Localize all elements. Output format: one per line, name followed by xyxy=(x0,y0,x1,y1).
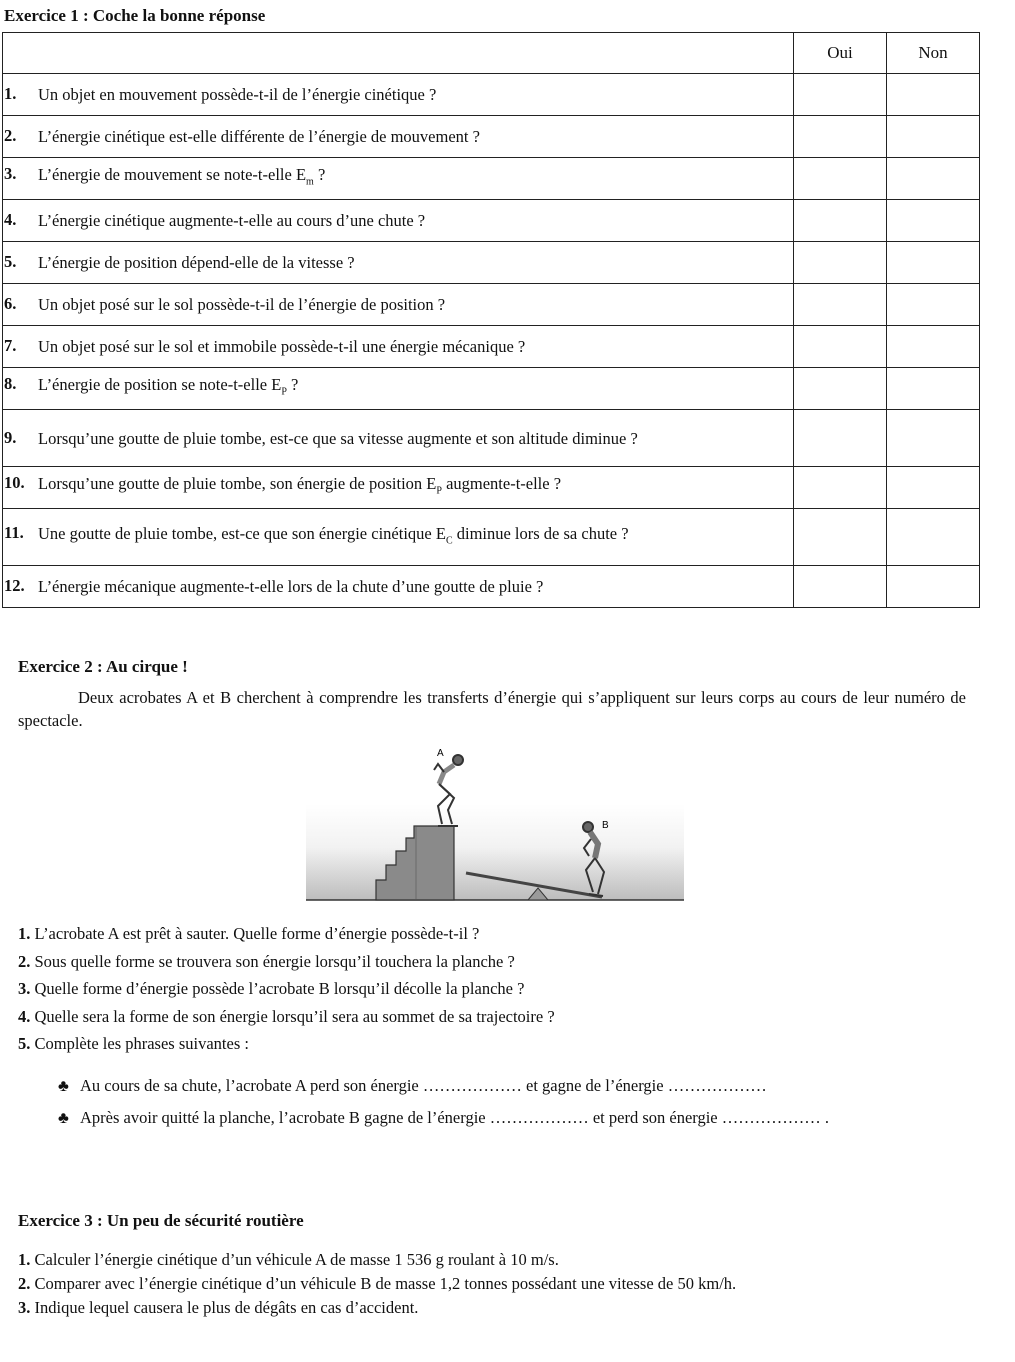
question-number: 10. xyxy=(4,473,25,493)
question-number: 3. xyxy=(18,979,31,998)
question-number: 3. xyxy=(4,164,17,184)
question-number: 6. xyxy=(4,294,17,313)
question-row xyxy=(3,368,980,410)
non-checkbox-cell[interactable] xyxy=(887,467,980,509)
fill-in-sentence xyxy=(18,1104,966,1132)
non-checkbox-cell[interactable] xyxy=(887,116,980,158)
question-text: Comparer avec l’énergie cinétique d’un véhicule B de masse 1,2 tonnes possédant une vitesse de 50 km/h. xyxy=(30,1274,737,1293)
question-item xyxy=(18,1272,736,1296)
question-cell xyxy=(3,242,794,284)
non-checkbox-cell[interactable] xyxy=(887,509,980,566)
question-text: Un objet posé sur le sol possède-t-il de l’énergie de position ? xyxy=(38,295,446,314)
oui-checkbox-cell[interactable] xyxy=(794,74,887,116)
subscript: P xyxy=(436,485,442,497)
question-row xyxy=(3,410,980,467)
oui-checkbox-cell[interactable] xyxy=(794,368,887,410)
oui-checkbox-cell[interactable] xyxy=(794,200,887,242)
exercise-3-title: Exercice 3 : Un peu de sécurité routière xyxy=(18,1211,304,1230)
question-cell xyxy=(3,410,794,467)
question-text: Complète les phrases suivantes : xyxy=(30,1034,249,1053)
question-row xyxy=(3,242,980,284)
question-cell xyxy=(3,509,794,566)
question-item xyxy=(18,1030,555,1058)
question-text: Indique lequel causera le plus de dégâts en cas d’accident. xyxy=(30,1298,419,1317)
fill-in-sentences xyxy=(18,1072,966,1136)
question-header xyxy=(3,33,794,74)
question-text: Un objet posé sur le sol et immobile possède-t-il une énergie mécanique ? xyxy=(38,337,526,356)
question-number: 3. xyxy=(18,1298,31,1317)
question-cell xyxy=(3,158,794,200)
question-row xyxy=(3,284,980,326)
non-checkbox-cell[interactable] xyxy=(887,200,980,242)
question-item xyxy=(18,1296,736,1320)
acrobats-figure xyxy=(306,744,684,904)
question-cell xyxy=(3,368,794,410)
question-cell xyxy=(3,116,794,158)
question-text: L’énergie de position dépend-elle de la vitesse ? xyxy=(38,253,355,272)
oui-checkbox-cell[interactable] xyxy=(794,158,887,200)
non-checkbox-cell[interactable] xyxy=(887,158,980,200)
question-number: 1. xyxy=(4,84,17,103)
club-bullet-icon: ♣ xyxy=(58,1108,69,1127)
question-item xyxy=(18,920,555,948)
exercise-3-questions xyxy=(18,1248,736,1320)
question-text: Calculer l’énergie cinétique d’un véhicule A de masse 1 536 g roulant à 10 m/s. xyxy=(30,1250,559,1269)
question-text: L’énergie mécanique augmente-t-elle lors de la chute d’une goutte de pluie ? xyxy=(38,577,544,596)
question-item xyxy=(18,1248,736,1272)
question-number: 1. xyxy=(18,1250,31,1269)
question-text: Une goutte de pluie tombe, est-ce que son énergie cinétique $E_C$ diminue lors de sa chute ? xyxy=(38,523,629,547)
subscript: m xyxy=(306,176,314,188)
oui-header: Oui xyxy=(794,33,887,74)
non-checkbox-cell[interactable] xyxy=(887,326,980,368)
question-number: 2. xyxy=(4,126,17,145)
oui-checkbox-cell[interactable] xyxy=(794,116,887,158)
question-item xyxy=(18,975,555,1003)
question-number: 7. xyxy=(4,336,17,355)
subscript: C xyxy=(445,535,453,547)
question-cell xyxy=(3,74,794,116)
question-number: 2. xyxy=(18,1274,31,1293)
question-text: L’acrobate A est prêt à sauter. Quelle forme d’énergie possède-t-il ? xyxy=(30,924,480,943)
question-text: Un objet en mouvement possède-t-il de l’énergie cinétique ? xyxy=(38,85,437,104)
yes-no-table xyxy=(2,32,980,608)
non-header: Non xyxy=(887,33,980,74)
question-number: 2. xyxy=(18,951,31,971)
question-row xyxy=(3,326,980,368)
question-text: L’énergie cinétique augmente-t-elle au cours d’une chute ? xyxy=(38,211,426,230)
sentence-text: Au cours de sa chute, l’acrobate A perd son énergie ……………… et gagne de l’énergie ……………… xyxy=(80,1076,767,1095)
subscript: P xyxy=(281,386,287,398)
oui-checkbox-cell[interactable] xyxy=(794,242,887,284)
question-number: 8. xyxy=(4,374,17,394)
question-item xyxy=(18,948,555,976)
exercise-2-questions xyxy=(18,920,555,1058)
fill-in-sentence xyxy=(18,1072,966,1100)
question-text: L’énergie de mouvement se note-t-elle $E_m$ ? xyxy=(38,165,326,188)
question-row xyxy=(3,74,980,116)
non-checkbox-cell[interactable] xyxy=(887,566,980,608)
question-row xyxy=(3,467,980,509)
oui-checkbox-cell[interactable] xyxy=(794,566,887,608)
question-number: 11. xyxy=(4,522,24,542)
label-a: A xyxy=(437,748,444,759)
question-number: 5. xyxy=(4,252,17,271)
non-checkbox-cell[interactable] xyxy=(887,74,980,116)
oui-checkbox-cell[interactable] xyxy=(794,284,887,326)
non-checkbox-cell[interactable] xyxy=(887,242,980,284)
question-row xyxy=(3,116,980,158)
oui-checkbox-cell[interactable] xyxy=(794,467,887,509)
question-number: 5. xyxy=(18,1034,31,1053)
non-checkbox-cell[interactable] xyxy=(887,368,980,410)
figure-background xyxy=(306,804,684,900)
exercise-2-title: Exercice 2 : Au cirque ! xyxy=(18,657,188,676)
oui-checkbox-cell[interactable] xyxy=(794,509,887,566)
question-text: Lorsqu’une goutte de pluie tombe, son énergie de position $E_P$ augmente-t-elle ? xyxy=(38,474,562,497)
label-b: B xyxy=(602,820,609,831)
question-number: 4. xyxy=(4,210,17,229)
question-row xyxy=(3,200,980,242)
sentence-text: Après avoir quitté la planche, l’acrobate B gagne de l’énergie ……………… et perd son énergie ……………… . xyxy=(80,1108,830,1127)
question-item xyxy=(18,1003,555,1031)
question-number: 4. xyxy=(18,1006,31,1026)
question-cell xyxy=(3,566,794,608)
question-text: Sous quelle forme se trouvera son énergie lorsqu’il touchera la planche ? xyxy=(30,951,515,971)
exercise-1-title: Exercice 1 : Coche la bonne réponse xyxy=(4,6,266,25)
non-checkbox-cell[interactable] xyxy=(887,410,980,467)
question-row xyxy=(3,566,980,608)
question-cell xyxy=(3,200,794,242)
non-checkbox-cell[interactable] xyxy=(887,284,980,326)
oui-checkbox-cell[interactable] xyxy=(794,326,887,368)
question-number: 12. xyxy=(4,576,25,595)
question-text: Lorsqu’une goutte de pluie tombe, est-ce que sa vitesse augmente et son altitude diminue ? xyxy=(38,428,638,448)
question-cell xyxy=(3,284,794,326)
club-bullet-icon: ♣ xyxy=(58,1076,69,1095)
question-row xyxy=(3,158,980,200)
question-cell xyxy=(3,326,794,368)
oui-checkbox-cell[interactable] xyxy=(794,410,887,467)
question-text: L’énergie de position se note-t-elle $E_P$ ? xyxy=(38,375,299,398)
question-number: 1. xyxy=(18,924,31,943)
question-cell xyxy=(3,467,794,509)
exercise-2-intro: Deux acrobates A et B cherchent à comprendre les transferts d’énergie qui s’appliquent sur leurs corps au cours de leur numéro de spectacle. xyxy=(18,688,966,730)
question-text: Quelle forme d’énergie possède l’acrobate B lorsqu’il décolle la planche ? xyxy=(30,979,525,998)
question-number: 9. xyxy=(4,427,17,447)
question-row xyxy=(3,509,980,566)
question-text: Quelle sera la forme de son énergie lorsqu’il sera au sommet de sa trajectoire ? xyxy=(30,1006,555,1026)
question-text: L’énergie cinétique est-elle différente de l’énergie de mouvement ? xyxy=(38,127,480,146)
